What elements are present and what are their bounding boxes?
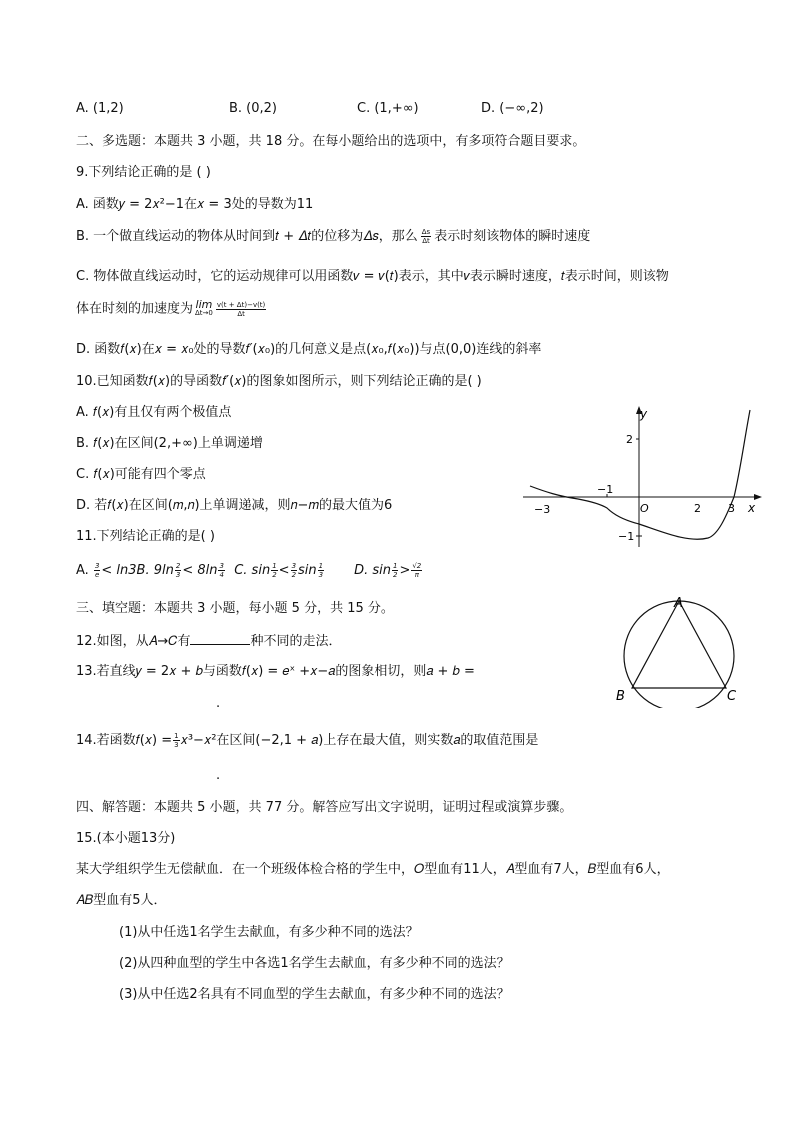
q11-c-num3: 1 — [318, 562, 324, 570]
q11-options — [76, 562, 423, 580]
q11-a-num: 3 — [94, 562, 100, 570]
q10-stem: 10.已知函数𝑓(𝑥)的导函数𝑓′(𝑥)的图象如图所示，则下列结论正确的是( ) — [76, 374, 482, 389]
q11-d-fraction-1 — [392, 562, 398, 579]
q11-c-sin: sin — [298, 563, 317, 578]
q9-option-b-text-end: 表示时刻该物体的瞬时速度 — [434, 229, 591, 244]
q11-stem: 11.下列结论正确的是( ) — [76, 529, 215, 544]
triangle — [632, 601, 726, 688]
q13-text: 13.若直线𝑦 = 2𝑥 + 𝑏与函数𝑓(𝑥) = 𝑒ˣ +𝑥−𝑎的图象相切，则𝑎 + 𝑏 = — [76, 664, 475, 679]
q9-b-limit — [420, 228, 432, 245]
q11-c-text: C. sin — [234, 563, 271, 578]
q9-c-numerator: v(t + Δt)−v(t) — [216, 300, 266, 309]
q8-option-b: B. (0,2) — [229, 101, 278, 116]
x-tick-label-2: 2 — [694, 502, 701, 515]
q15-part-2: (2)从四种血型的学生中各选1名学生去献血，有多少种不同的选法？ — [119, 956, 510, 971]
x-axis-label: x — [748, 501, 756, 515]
q9-c-fraction — [216, 301, 266, 318]
circle — [624, 601, 734, 708]
q11-a-text: < ln3B. 9ln — [101, 563, 174, 578]
q11-c-den2: 2 — [291, 571, 297, 579]
q15-part-3: (3)从中任选2名具有不同血型的学生去献血，有多少种不同的选法？ — [119, 987, 510, 1002]
y-tick-label-neg1: −1 — [618, 530, 635, 543]
q8-option-c: C. (1,+∞) — [357, 101, 419, 116]
q10-option-d: D. 若𝑓(𝑥)在区间(𝑚,𝑛)上单调递减，则𝑛−𝑚的最大值为6 — [76, 498, 393, 513]
derivative-curve — [530, 410, 750, 539]
q11-d-num1: 1 — [392, 562, 398, 570]
q14 — [76, 732, 538, 750]
q12-answer-blank[interactable] — [190, 632, 250, 645]
q9-option-b-text: B. 一个做直线运动的物体从时间到𝑡 + 𝛥𝑡的位移为𝛥𝑠，那么 — [76, 229, 418, 244]
q9-b-denominator: Δt — [422, 237, 430, 245]
point-b-label: B — [616, 689, 625, 704]
derivative-graph — [518, 402, 764, 550]
point-c-label: C — [727, 689, 737, 704]
q11-d-den2: π — [414, 571, 419, 579]
q11-b-num1: 2 — [175, 562, 181, 570]
q14-num: 1 — [174, 732, 179, 740]
section-solution-heading: 四、解答题：本题共 5 小题，共 77 分。解答应写出文字说明，证明过程或演算步骤。 — [76, 800, 573, 815]
q14-text-end: 𝑥³−𝑥²在区间(−2,1 + 𝑎)上存在最大值，则实数𝑎的取值范围是 — [180, 733, 539, 748]
q11-a-den: e — [95, 571, 100, 579]
q11-d-fraction-2 — [411, 562, 422, 579]
q14-text: 14.若函数𝑓(𝑥) = — [76, 733, 173, 748]
q11-b-text: < 8ln — [182, 563, 218, 578]
q11-b-den1: 3 — [175, 571, 181, 579]
q14-fraction — [173, 732, 179, 749]
q11-c-fraction-2 — [291, 562, 297, 579]
q9-option-c-line1: C. 物体做直线运动时，它的运动规律可以用函数𝑣 = 𝑣(𝑡)表示，其中𝑣表示瞬时速度，𝑡表示时间，则该物 — [76, 269, 669, 284]
q11-b-fraction-1 — [175, 562, 181, 579]
q9-option-c-text: 体在时刻的加速度为 — [76, 301, 194, 317]
q9-b-numerator: Δs — [421, 228, 431, 236]
q15-part-1: (1)从中任选1名学生去献血，有多少种不同的选法？ — [119, 925, 419, 940]
q12-text-end: 种不同的走法． — [250, 634, 342, 649]
x-axis-arrow — [754, 494, 762, 500]
q10-option-b: B. 𝑓(𝑥)在区间(2,+∞)上单调递增 — [76, 436, 263, 451]
q9-c-denominator: Δt — [237, 309, 245, 318]
q11-c-den1: 2 — [272, 571, 277, 579]
q11-a-label: A. — [76, 563, 89, 578]
q9-c-limit — [195, 300, 213, 318]
q11-c-num2: 3 — [291, 562, 297, 570]
q15-body-line2: 𝐴𝐵型血有5人． — [76, 893, 167, 908]
q11-b-den2: 4 — [219, 571, 224, 579]
q8-option-a: A. (1,2) — [76, 101, 124, 116]
circle-triangle-figure — [612, 596, 752, 708]
q12-text: 12.如图，从𝐴→𝐶有 — [76, 634, 191, 649]
q9-stem: 9.下列结论正确的是 ( ) — [76, 165, 211, 180]
y-tick-label-2: 2 — [626, 433, 633, 446]
q11-c-lt: < — [278, 563, 290, 578]
q14-den: 3 — [174, 741, 179, 749]
y-axis-label: y — [640, 407, 648, 421]
q11-c-fraction-1 — [271, 562, 277, 579]
q12 — [76, 632, 341, 651]
q10-option-c: C. 𝑓(𝑥)可能有四个零点 — [76, 467, 206, 482]
q11-d-gt: > — [399, 563, 411, 578]
q11-c-den3: 3 — [318, 571, 324, 579]
q11-d-den1: 2 — [392, 571, 398, 579]
q9-c-lim-sub: Δt→0 — [195, 309, 213, 317]
q11-b-fraction-2 — [218, 562, 224, 579]
q11-d-num2: √2 — [412, 562, 422, 570]
q9-b-fraction — [421, 228, 431, 245]
q11-b-num2: 3 — [219, 562, 224, 570]
x-tick-label-neg1: −1 — [597, 483, 614, 496]
q9-option-a: A. 函数𝑦 = 2𝑥²−1在𝑥 = 3处的导数为11 — [76, 197, 314, 212]
q13-answer-dot[interactable]: . — [216, 696, 221, 711]
x-tick-label-neg3: −3 — [534, 503, 551, 516]
q11-a-fraction — [94, 562, 100, 579]
q9-option-c-line2 — [76, 300, 267, 319]
q10-option-a: A. 𝑓(𝑥)有且仅有两个极值点 — [76, 405, 232, 420]
origin-label: O — [640, 502, 649, 515]
point-a-label: A — [674, 596, 683, 611]
q11-c-num1: 1 — [272, 562, 277, 570]
q15-heading: 15.(本小题13分) — [76, 831, 176, 846]
q9-option-b — [76, 228, 590, 246]
section-fill-blank-heading: 三、填空题：本题共 3 小题，每小题 5 分，共 15 分。 — [76, 601, 394, 616]
q14-answer-dot[interactable]: . — [216, 768, 221, 783]
q15-body-line1: 某大学组织学生无偿献血．在一个班级体检合格的学生中，𝑂型血有11人，𝐴型血有7人，𝐵型血有6人， — [76, 862, 670, 877]
q9-c-lim-word: lim — [195, 298, 213, 311]
q11-d-text: D. sin — [354, 563, 391, 578]
q9-option-d: D. 函数𝑓(𝑥)在𝑥 = 𝑥₀处的导数𝑓′(𝑥₀)的几何意义是点(𝑥₀,𝑓(𝑥₀))与点(0,0)连线的斜率 — [76, 342, 542, 357]
q8-option-d: D. (−∞,2) — [481, 101, 544, 116]
x-tick-label-3: 3 — [728, 502, 735, 515]
q11-c-fraction-3 — [318, 562, 324, 579]
section-multiple-choice-heading: 二、多选题：本题共 3 小题，共 18 分。在每小题给出的选项中，有多项符合题目要求。 — [76, 134, 586, 149]
